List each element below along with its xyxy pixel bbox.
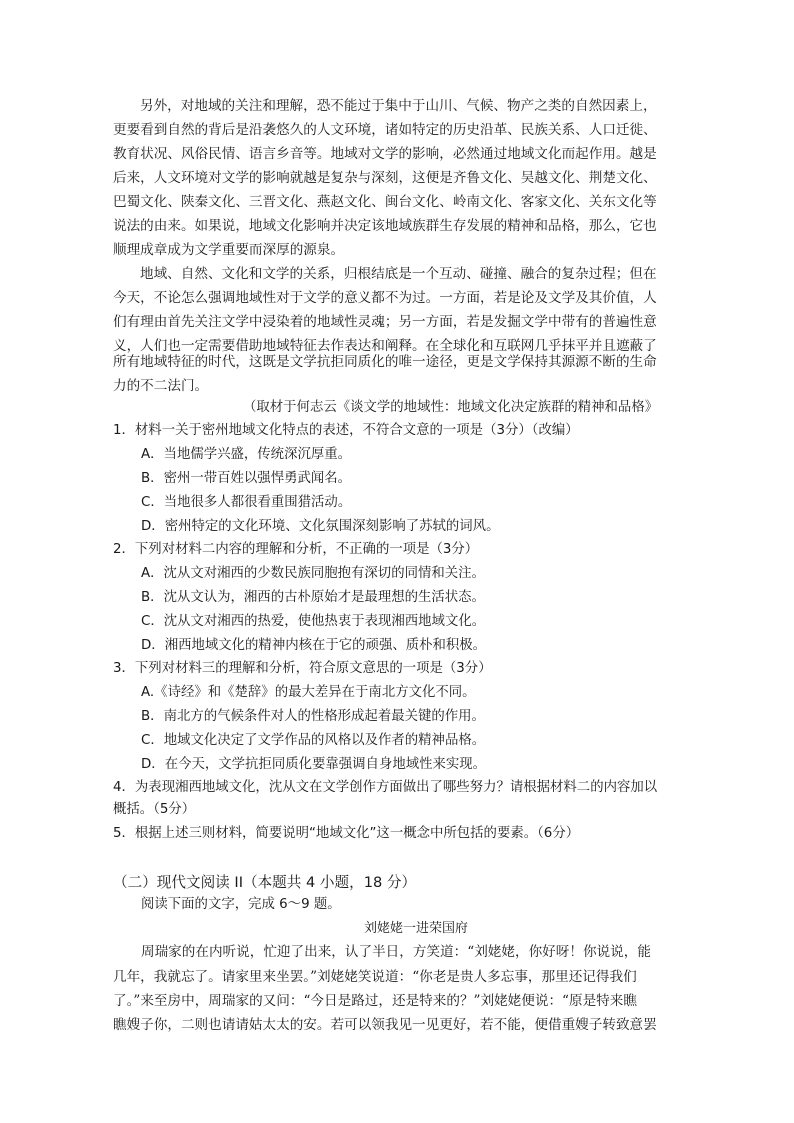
section-heading: （二）现代文阅读 II（本题共 4 小题，18 分） (113, 874, 417, 891)
answer-option-c: C．沈从文对湘西的热爱，使他热衷于表现湘西地域文化。 (141, 614, 486, 629)
answer-option-a: A.《诗经》和《楚辞》的最大差异在于南北方文化不同。 (141, 685, 476, 700)
paragraph-line: 巴蜀文化、陕秦文化、三晋文化、燕赵文化、闽台文化、岭南文化、客家文化、关东文化等 (113, 194, 657, 210)
paragraph-line: 说法的由来。如果说，地域文化影响并决定该地域族群生存发展的精神和品格，那么，它也 (113, 218, 657, 234)
question-stem: 2．下列对材料二内容的理解和分析，不正确的一项是（3分） (113, 542, 479, 557)
answer-option-b: B．南北方的气候条件对人的性格形成起着最关键的作用。 (141, 709, 485, 724)
answer-option-a: A．沈从文对湘西的少数民族同胞抱有深切的同情和关注。 (141, 566, 485, 581)
paragraph-line: 教育状况、风俗民情、语言乡音等。地域对文学的影响，必然通过地域文化而起作用。越是 (113, 146, 657, 162)
answer-option-b: B．密州一带百姓以强悍勇武闻名。 (141, 471, 352, 486)
paragraph-line: 今天，不论怎么强调地域性对于文学的意义都不为过。一方面，若是论及文学及其价值，人 (113, 290, 657, 306)
story-line: 周瑞家的在内听说，忙迎了出来，认了半日，方笑道：“刘姥姥，你好呀！你说说，能 (141, 944, 651, 960)
paragraph-line: 力的不二法门。 (113, 378, 209, 394)
answer-option-d: D．密州特定的文化环境、文化氛围深刻影响了苏轼的词风。 (141, 519, 500, 534)
source-citation: （取材于何志云《谈文学的地域性：地域文化决定族群的精神和品格》 (243, 400, 659, 415)
answer-option-c: C．地域文化决定了文学作品的风格以及作者的精神品格。 (141, 733, 486, 748)
answer-option-a: A．当地儒学兴盛，传统深沉厚重。 (141, 447, 352, 462)
answer-option-d: D．湘西地域文化的精神内核在于它的顽强、质朴和积极。 (141, 638, 487, 653)
question-stem: 3．下列对材料三的理解和分析，符合原文意思的一项是（3分） (113, 661, 492, 676)
paragraph-line: 顺理成章成为文学重要而深厚的源泉。 (113, 242, 345, 258)
paragraph-line: 另外，对地域的关注和理解，恐不能过于集中于山川、气候、物产之类的自然因素上， (140, 98, 657, 114)
paragraph-line: 后来，人文环境对文学的影响就越是复杂与深刻，这便是齐鲁文化、吴越文化、荆楚文化、 (113, 170, 657, 186)
paragraph-line: 地域、自然、文化和文学的关系，归根结底是一个互动、碰撞、融合的复杂过程；但在 (140, 266, 657, 282)
answer-option-d: D．在今天，文学抗拒同质化要靠强调自身地域性来实现。 (141, 757, 487, 772)
story-title: 刘姥姥一进荣国府 (364, 921, 469, 936)
section-instruction: 阅读下面的文字，完成 6～9 题。 (141, 897, 341, 912)
story-line: 瞧嫂子你，二则也请请姑太太的安。若可以领我见一见更好，若不能，便借重嫂子转致意罢 (113, 1017, 657, 1033)
question-stem: 1．材料一关于密州地域文化特点的表述，不符合文意的一项是（3分）（改编） (113, 423, 579, 438)
story-line: 几年，我就忘了。请家里来坐罢。”刘姥姥笑说道：“你老是贵人多忘事，那里还记得我们 (113, 969, 637, 985)
paragraph-line: 更要看到自然的背后是沿袭悠久的人文环境，诸如特定的历史沿革、民族关系、人口迁徙、 (113, 122, 657, 138)
question-5: 5．根据上述三则材料，简要说明“地域文化”这一概念中所包括的要素。（6分） (113, 826, 580, 841)
answer-option-c: C．当地很多人都很看重围猎活动。 (141, 495, 352, 510)
paragraph-line: 义，人们也一定需要借助地域特征去作表达和阐释。在全球化和互联网几乎抹平并且遮蔽了 (113, 338, 657, 354)
question-stem: 4．为表现湘西地域文化，沈从文在文学创作方面做出了哪些努力？请根据材料二的内容加以 (113, 780, 658, 795)
paragraph-line: 所有地域特征的时代，这既是文学抗拒同质化的唯一途径，更是文学保持其源源不断的生命 (113, 354, 657, 370)
story-line: 了。”来至房中，周瑞家的又问：“今日是路过，还是特来的？”刘姥姥便说：“原是特来瞧 (113, 993, 637, 1009)
paragraph-line: 们有理由首先关注文学中浸染着的地域性灵魂；另一方面，若是发掘文学中带有的普遍性意 (113, 314, 657, 330)
answer-option-b: B．沈从文认为，湘西的古朴原始才是最理想的生活状态。 (141, 590, 485, 605)
question-stem-continued: 概括。（5分） (113, 802, 196, 817)
